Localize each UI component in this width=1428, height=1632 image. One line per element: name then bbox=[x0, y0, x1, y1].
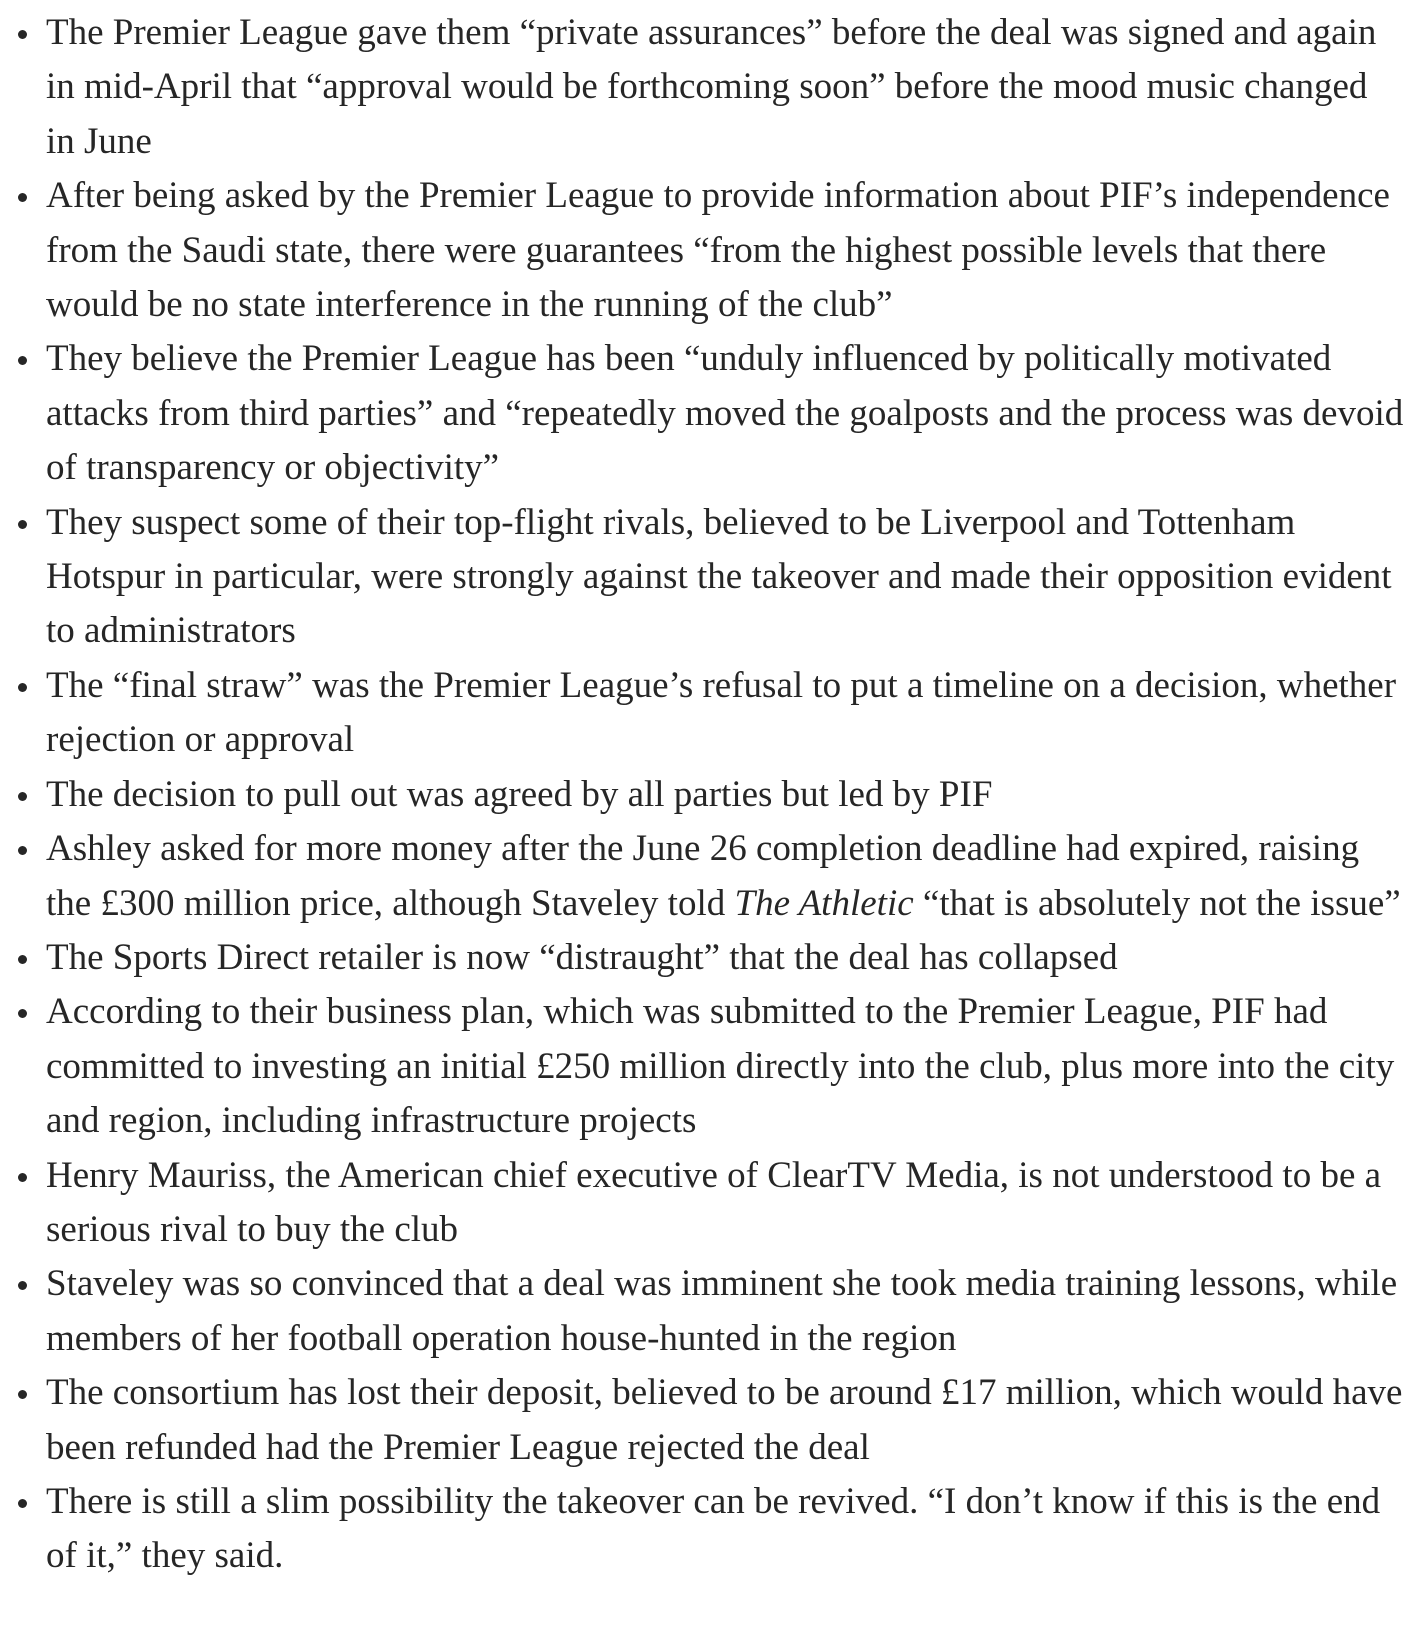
list-item bbox=[46, 1475, 1404, 1584]
list-item-text: There is still a slim possibility the takeover can be revived. “I don’t know if this is the end of it,” they said. bbox=[46, 1480, 1381, 1577]
list-item bbox=[46, 6, 1404, 169]
list-item-text: The Sports Direct retailer is now “distraught” that the deal has collapsed bbox=[46, 936, 1118, 978]
list-item bbox=[46, 1149, 1404, 1258]
list-item-text: Staveley was so convinced that a deal was imminent she took media training lessons, while members of her football operation house-hunted in the region bbox=[46, 1263, 1398, 1359]
list-item-text-before: Ashley asked for more money after the June 26 completion deadline had expired, raising the £300 million price, although Staveley told bbox=[46, 828, 1360, 924]
list-item bbox=[46, 985, 1404, 1148]
list-item bbox=[46, 169, 1404, 332]
list-item bbox=[46, 332, 1404, 495]
list-item-text: The Premier League gave them “private assurances” before the deal was signed and again in mid-April that “approval would be forthcoming soon” before the mood music changed in June bbox=[46, 12, 1377, 162]
list-item bbox=[46, 496, 1404, 659]
list-item-text: The consortium has lost their deposit, believed to be around £17 million, which would have been refunded had the Premier League rejected the deal bbox=[46, 1372, 1403, 1468]
list-item-text: Henry Mauriss, the American chief executive of ClearTV Media, is not understood to be a serious rival to buy the club bbox=[46, 1154, 1382, 1250]
list-item bbox=[46, 822, 1404, 931]
list-item bbox=[46, 1366, 1404, 1475]
list-item-text: They believe the Premier League has been “unduly influenced by politically motivated attacks from third parties” and “repeatedly moved the goalposts and the process was devoid of transparency or objectivity” bbox=[46, 338, 1404, 489]
list-item-text: The decision to pull out was agreed by all parties but led by PIF bbox=[46, 773, 993, 815]
list-item-text: The “final straw” was the Premier League’s refusal to put a timeline on a decision, whether rejection or approval bbox=[46, 664, 1397, 761]
list-item bbox=[46, 659, 1404, 768]
list-item-text: After being asked by the Premier League to provide information about PIF’s independence from the Saudi state, there were guarantees “from the highest possible levels that there would be no state interference in the running of the club” bbox=[46, 175, 1390, 326]
publication-name: The Athletic bbox=[734, 882, 914, 924]
list-item bbox=[46, 1257, 1404, 1366]
list-item bbox=[46, 931, 1404, 985]
list-item-text: According to their business plan, which was submitted to the Premier League, PIF had committed to investing an initial £250 million directly into the club, plus more into the city and region, including infrastructure projects bbox=[46, 991, 1395, 1142]
list-item bbox=[46, 768, 1404, 822]
list-item-text-after: “that is absolutely not the issue” bbox=[913, 882, 1401, 924]
list-item-text: They suspect some of their top-flight rivals, believed to be Liverpool and Tottenham Hotspur in particular, were strongly against the takeover and made their opposition evident to administrators bbox=[46, 501, 1392, 652]
